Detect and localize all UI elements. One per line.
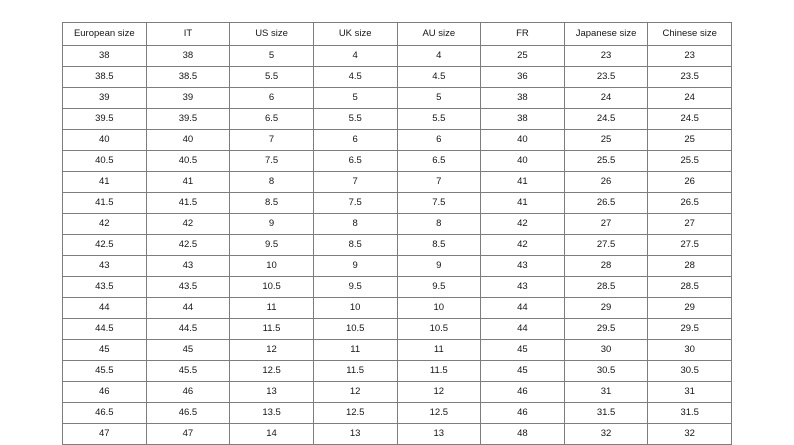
table-cell: 25.5 (564, 151, 648, 172)
table-row (63, 361, 732, 382)
table-cell: 38 (481, 88, 565, 109)
table-cell: 42.5 (146, 235, 230, 256)
table-cell: 26.5 (564, 193, 648, 214)
table-cell: 12 (313, 382, 397, 403)
table-cell: 40 (481, 130, 565, 151)
table-cell: 38.5 (146, 67, 230, 88)
table-cell: 30 (564, 340, 648, 361)
table-cell: 29 (648, 298, 732, 319)
table-cell: 43 (146, 256, 230, 277)
table-cell: 10 (313, 298, 397, 319)
table-cell: 7.5 (230, 151, 314, 172)
table-cell: 28.5 (564, 277, 648, 298)
table-cell: 10 (397, 298, 481, 319)
table-cell: 36 (481, 67, 565, 88)
table-cell: 7.5 (397, 193, 481, 214)
table-cell: 5 (397, 88, 481, 109)
table-row (63, 277, 732, 298)
table-cell: 41.5 (146, 193, 230, 214)
table-cell: 23.5 (648, 67, 732, 88)
table-cell: 29 (564, 298, 648, 319)
table-cell: 40.5 (63, 151, 147, 172)
table-cell: 44 (481, 298, 565, 319)
table-cell: 48 (481, 424, 565, 445)
table-cell: 6 (397, 130, 481, 151)
table-cell: 6 (313, 130, 397, 151)
table-row (63, 340, 732, 361)
table-cell: 47 (146, 424, 230, 445)
table-cell: 45 (63, 340, 147, 361)
table-cell: 42 (63, 214, 147, 235)
table-cell: 43 (481, 256, 565, 277)
table-cell: 4 (397, 46, 481, 67)
shoe-size-conversion-table (62, 22, 732, 445)
table-cell: 40 (481, 151, 565, 172)
table-cell: 30 (648, 340, 732, 361)
table-cell: 5.5 (313, 109, 397, 130)
table-cell: 44.5 (63, 319, 147, 340)
table-row (63, 46, 732, 67)
table-cell: 28 (564, 256, 648, 277)
table-cell: 26 (564, 172, 648, 193)
table-cell: 27.5 (564, 235, 648, 256)
table-cell: 44 (146, 298, 230, 319)
table-cell: 12.5 (230, 361, 314, 382)
table-cell: 12 (397, 382, 481, 403)
column-header: FR (481, 23, 565, 46)
table-cell: 26 (648, 172, 732, 193)
table-cell: 13.5 (230, 403, 314, 424)
table-cell: 5 (313, 88, 397, 109)
table-cell: 11 (230, 298, 314, 319)
table-cell: 10.5 (230, 277, 314, 298)
table-cell: 9.5 (230, 235, 314, 256)
table-cell: 8.5 (313, 235, 397, 256)
table-row (63, 256, 732, 277)
table-cell: 23.5 (564, 67, 648, 88)
table-cell: 26.5 (648, 193, 732, 214)
table-cell: 46 (481, 382, 565, 403)
table-cell: 13 (313, 424, 397, 445)
table-cell: 43 (481, 277, 565, 298)
table-cell: 8.5 (230, 193, 314, 214)
table-cell: 41 (63, 172, 147, 193)
table-cell: 40 (146, 130, 230, 151)
table-cell: 6.5 (313, 151, 397, 172)
table-cell: 27.5 (648, 235, 732, 256)
table-cell: 9 (230, 214, 314, 235)
table-cell: 47 (63, 424, 147, 445)
table-cell: 44 (481, 319, 565, 340)
column-header: European size (63, 23, 147, 46)
table-cell: 9.5 (313, 277, 397, 298)
table-cell: 31.5 (648, 403, 732, 424)
table-cell: 30.5 (648, 361, 732, 382)
table-row (63, 298, 732, 319)
table-cell: 7.5 (313, 193, 397, 214)
table-cell: 39 (63, 88, 147, 109)
table-cell: 11 (313, 340, 397, 361)
table-cell: 10.5 (397, 319, 481, 340)
table-cell: 8 (313, 214, 397, 235)
table-cell: 39 (146, 88, 230, 109)
table-cell: 27 (564, 214, 648, 235)
table-cell: 41 (481, 193, 565, 214)
table-cell: 23 (648, 46, 732, 67)
table-cell: 41 (481, 172, 565, 193)
table-cell: 12 (230, 340, 314, 361)
table-cell: 11.5 (230, 319, 314, 340)
table-cell: 24 (648, 88, 732, 109)
table-cell: 25 (648, 130, 732, 151)
table-cell: 40.5 (146, 151, 230, 172)
table-cell: 4.5 (313, 67, 397, 88)
table-cell: 14 (230, 424, 314, 445)
table-cell: 23 (564, 46, 648, 67)
table-cell: 38 (481, 109, 565, 130)
table-cell: 32 (564, 424, 648, 445)
table-cell: 7 (313, 172, 397, 193)
table-cell: 45 (146, 340, 230, 361)
column-header: IT (146, 23, 230, 46)
table-cell: 28.5 (648, 277, 732, 298)
table-cell: 38 (63, 46, 147, 67)
table-cell: 8.5 (397, 235, 481, 256)
table-row (63, 109, 732, 130)
table-cell: 32 (648, 424, 732, 445)
table-cell: 39.5 (63, 109, 147, 130)
column-header: Japanese size (564, 23, 648, 46)
table-row (63, 172, 732, 193)
table-cell: 42 (146, 214, 230, 235)
table-cell: 38.5 (63, 67, 147, 88)
table-cell: 5 (230, 46, 314, 67)
table-cell: 42 (481, 235, 565, 256)
table-row (63, 193, 732, 214)
table-cell: 9 (313, 256, 397, 277)
table-cell: 46.5 (146, 403, 230, 424)
table-cell: 25.5 (648, 151, 732, 172)
table-cell: 4 (313, 46, 397, 67)
table-cell: 45 (481, 361, 565, 382)
table-cell: 24 (564, 88, 648, 109)
table-header-row (63, 23, 732, 46)
table-row (63, 88, 732, 109)
table-cell: 4.5 (397, 67, 481, 88)
table-cell: 31 (648, 382, 732, 403)
table-cell: 7 (230, 130, 314, 151)
table-cell: 46 (63, 382, 147, 403)
table-cell: 42.5 (63, 235, 147, 256)
table-row (63, 382, 732, 403)
table-cell: 46 (146, 382, 230, 403)
table-cell: 24.5 (564, 109, 648, 130)
table-row (63, 151, 732, 172)
table-cell: 43 (63, 256, 147, 277)
table-row (63, 67, 732, 88)
table-cell: 11.5 (313, 361, 397, 382)
table-cell: 25 (564, 130, 648, 151)
table-cell: 41 (146, 172, 230, 193)
table-cell: 9.5 (397, 277, 481, 298)
table-cell: 6.5 (397, 151, 481, 172)
table-cell: 24.5 (648, 109, 732, 130)
table-cell: 8 (397, 214, 481, 235)
table-row (63, 319, 732, 340)
table-cell: 39.5 (146, 109, 230, 130)
table-cell: 10.5 (313, 319, 397, 340)
column-header: UK size (313, 23, 397, 46)
table-cell: 13 (397, 424, 481, 445)
table-cell: 31 (564, 382, 648, 403)
table-cell: 45.5 (63, 361, 147, 382)
table-cell: 43.5 (146, 277, 230, 298)
table-cell: 11.5 (397, 361, 481, 382)
table-cell: 12.5 (397, 403, 481, 424)
table-cell: 46.5 (63, 403, 147, 424)
table-cell: 13 (230, 382, 314, 403)
table-cell: 40 (63, 130, 147, 151)
table-cell: 31.5 (564, 403, 648, 424)
table-cell: 27 (648, 214, 732, 235)
table-row (63, 424, 732, 445)
table-cell: 38 (146, 46, 230, 67)
table-row (63, 130, 732, 151)
table-cell: 44.5 (146, 319, 230, 340)
table-row (63, 214, 732, 235)
table-header (63, 23, 732, 46)
table-cell: 42 (481, 214, 565, 235)
table-cell: 28 (648, 256, 732, 277)
table-cell: 6 (230, 88, 314, 109)
table-cell: 43.5 (63, 277, 147, 298)
table-cell: 11 (397, 340, 481, 361)
table-body (63, 46, 732, 445)
table-cell: 45.5 (146, 361, 230, 382)
column-header: AU size (397, 23, 481, 46)
table-cell: 8 (230, 172, 314, 193)
column-header: Chinese size (648, 23, 732, 46)
table-cell: 9 (397, 256, 481, 277)
table-cell: 25 (481, 46, 565, 67)
table-cell: 6.5 (230, 109, 314, 130)
table-row (63, 235, 732, 256)
table-cell: 10 (230, 256, 314, 277)
table-cell: 12.5 (313, 403, 397, 424)
table-cell: 29.5 (648, 319, 732, 340)
table-cell: 29.5 (564, 319, 648, 340)
table-cell: 5.5 (397, 109, 481, 130)
table-cell: 41.5 (63, 193, 147, 214)
table-cell: 45 (481, 340, 565, 361)
table-cell: 5.5 (230, 67, 314, 88)
table-cell: 30.5 (564, 361, 648, 382)
table-cell: 46 (481, 403, 565, 424)
table-cell: 44 (63, 298, 147, 319)
table-row (63, 403, 732, 424)
column-header: US size (230, 23, 314, 46)
table-cell: 7 (397, 172, 481, 193)
